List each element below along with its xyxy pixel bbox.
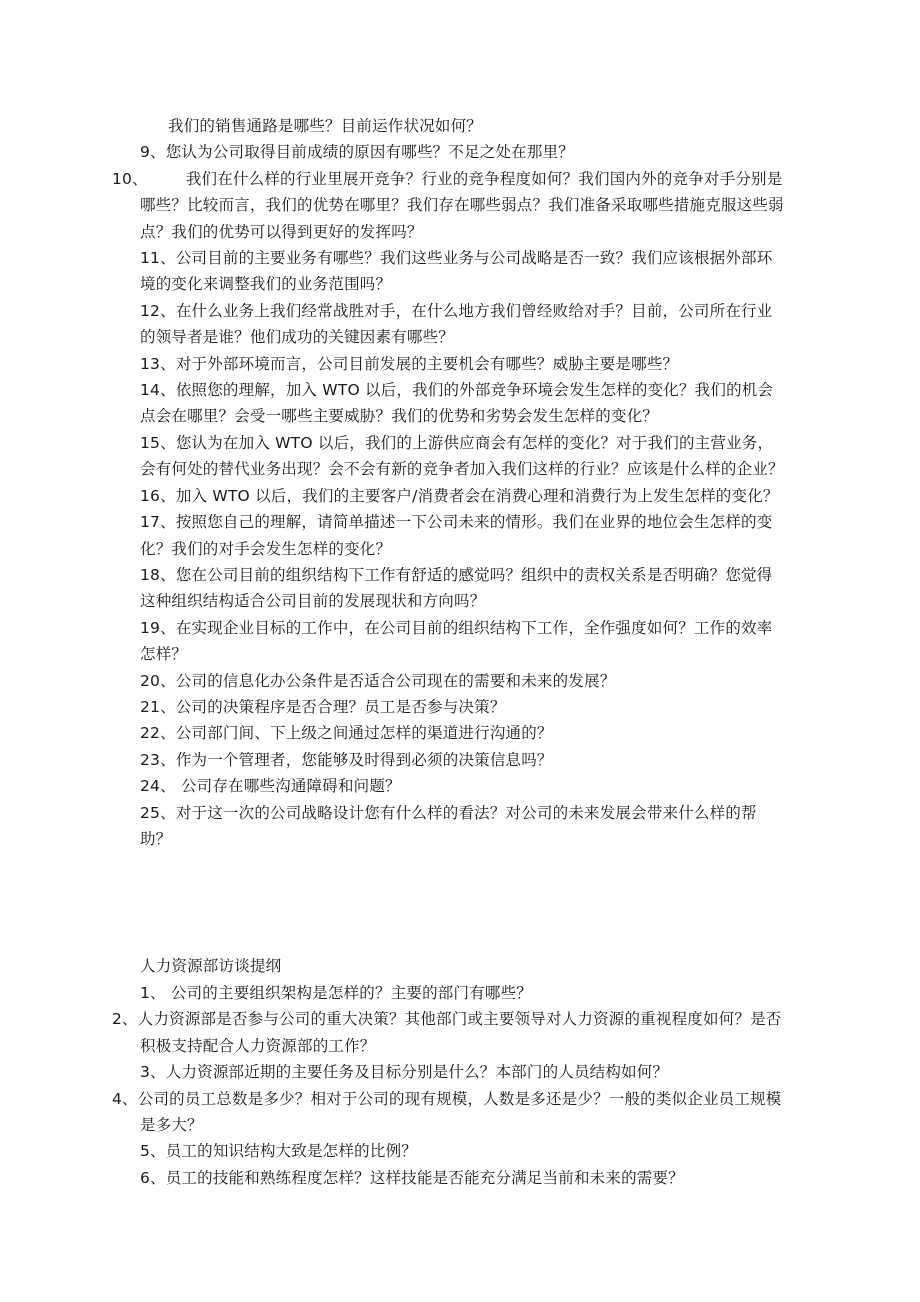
hr-question-4: 4、公司的员工总数是多少？相对于公司的现有规模，人数是多还是少？一般的类似企业员工规模是多大？ [112,1089,782,1135]
question-9: 9、您认为公司取得目前成绩的原因有哪些？不足之处在那里？ [140,143,574,162]
hr-interview-outline-title: 人力资源部访谈提纲 [140,957,282,975]
question-13: 13、对于外部环境而言，公司目前发展的主要机会有哪些？威胁主要是哪些？ [140,354,679,373]
question-23: 23、作为一个管理者，您能够及时得到必须的决策信息吗？ [140,750,553,769]
question-15: 15、您认为在加入 WTO 以后，我们的上游供应商会有怎样的变化？对于我们的主营业务，会有何处的替代业务出现？会不会有新的竞争者加入我们这样的行业？应该是什么样的企业？ [140,433,784,479]
hr-question-2: 2、人力资源部是否参与公司的重大决策？其他部门或主要领导对人力资源的重视程度如何？是否积极支持配合人力资源部的工作？ [112,1010,782,1055]
question-24: 24、 公司存在哪些沟通障碍和问题？ [140,777,401,796]
question-10-text: 我们在什么样的行业里展开竞争？行业的竞争程度如何？我们国内外的竞争对手分别是哪些？比较而言，我们的优势在哪里？我们存在哪些弱点？我们准备采取哪些措施克服这些弱点？我们的优势可以得到更好的发挥吗？ [140,169,784,241]
hr-question-3: 3、人力资源部近期的主要任务及目标分别是什么？本部门的人员结构如何？ [140,1063,669,1082]
question-18: 18、您在公司目前的组织结构下工作有舒适的感觉吗？组织中的责权关系是否明确？您觉得这种组织结构适合公司目前的发展现状和方向吗？ [140,565,773,611]
hr-question-6: 6、员工的技能和熟练程度怎样？这样技能是否能充分满足当前和未来的需要？ [140,1168,684,1187]
question-25: 25、对于这一次的公司战略设计您有什么样的看法？对公司的未来发展会带来什么样的帮助？ [140,803,757,848]
question-19: 19、在实现企业目标的工作中，在公司目前的组织结构下工作，全作强度如何？工作的效率怎样？ [140,618,773,664]
question-20: 20、公司的信息化办公条件是否适合公司现在的需要和未来的发展？ [140,671,616,690]
question-21: 21、公司的决策程序是否合理？员工是否参与决策？ [140,697,506,716]
question-12: 12、在什么业务上我们经常战胜对手，在什么地方我们曾经败给对手？目前，公司所在行业的领导者是谁？他们成功的关键因素有哪些？ [140,301,773,347]
question-22: 22、公司部门间、下上级之间通过怎样的渠道进行沟通的？ [140,724,553,743]
question-11: 11、公司目前的主要业务有哪些？我们这些业务与公司战略是否一致？我们应该根据外部环境的变化来调整我们的业务范围吗？ [140,249,773,294]
interview-questions-part1 [112,113,785,852]
hr-question-1: 1、 公司的主要组织架构是怎样的？主要的部门有哪些？ [140,984,532,1002]
question-10 [112,166,785,245]
question-14: 14、依照您的理解，加入 WTO 以后，我们的外部竞争环境会发生怎样的变化？我们的机会点会在哪里？会受一哪些主要威胁？我们的优势和劣势会发生怎样的变化？ [140,381,774,426]
question-17: 17、按照您自己的理解，请简单描述一下公司未来的情形。我们在业界的地位会生怎样的变化？我们的对手会发生怎样的变化？ [140,513,773,558]
question-10-number: 10、 [112,169,148,188]
question-8-continuation: 我们的销售通路是哪些？目前运作状况如何？ [168,117,483,135]
hr-interview-questions [112,980,785,1191]
hr-question-5: 5、员工的知识结构大致是怎样的比例？ [140,1142,417,1161]
question-16: 16、加入 WTO 以后，我们的主要客户/消费者会在消费心理和消费行为上发生怎样的变化？ [140,486,779,505]
